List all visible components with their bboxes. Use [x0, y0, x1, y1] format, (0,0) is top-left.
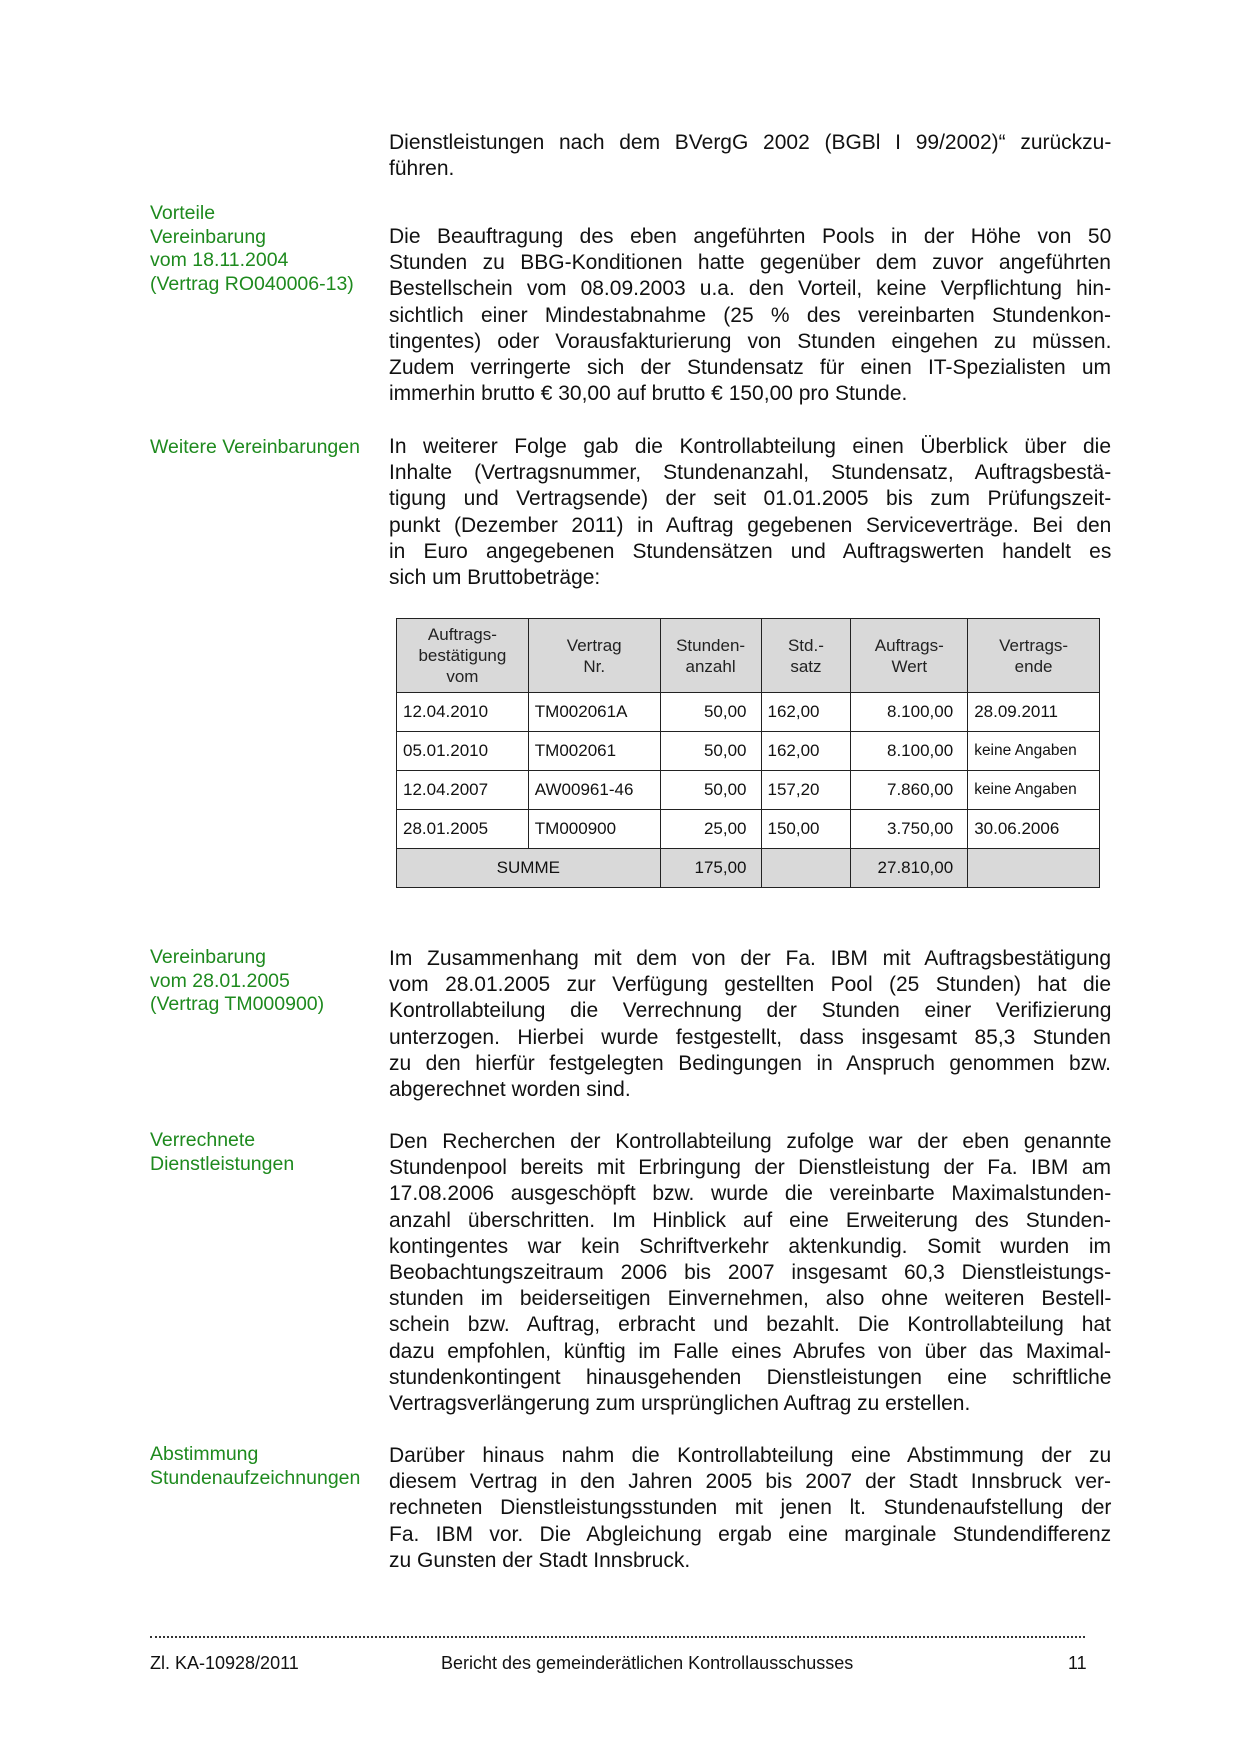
- cell-stunden: 50,00: [660, 771, 761, 810]
- margin-label-verrechnete-dienstleistungen: [150, 1129, 380, 1176]
- cell-wert: 8.100,00: [851, 693, 968, 732]
- text-line: In weiterer Folge gab die Kontrollabteilung einen Überblick über die: [389, 435, 1111, 458]
- cell-satz: 162,00: [761, 732, 851, 771]
- text-line: schein bzw. Auftrag, erbracht und bezahlt. Die Kontrollabteilung hat: [389, 1313, 1111, 1337]
- header-line: Nr.: [583, 656, 606, 676]
- table-row: [397, 693, 1100, 732]
- cell-vertrag: TM002061: [528, 732, 660, 771]
- header-line: satz: [790, 656, 822, 676]
- header-auftragswert: [851, 619, 968, 693]
- footer-title: Bericht des gemeinderätlichen Kontrollausschusses: [441, 1653, 854, 1673]
- text-line: Vertragsverlängerung zum ursprünglichen Auftrag zu erstellen.: [389, 1392, 971, 1416]
- label-line: Dienstleistungen: [150, 1152, 295, 1175]
- text-line: führen.: [389, 157, 455, 181]
- label-line: (Vertrag TM000900): [150, 993, 325, 1015]
- label-line: vom 28.01.2005: [150, 969, 290, 992]
- table-row: [397, 732, 1100, 771]
- footer-reference: Zl. KA-10928/2011: [150, 1653, 299, 1673]
- label-line: Stundenaufzeichnungen: [150, 1466, 361, 1489]
- cell-ende: 28.09.2011: [968, 693, 1100, 732]
- text-line: Fa. IBM vor. Die Abgleichung ergab eine marginale Stundendifferenz: [389, 1522, 1112, 1546]
- header-line: Std.-: [787, 635, 824, 655]
- header-stundenanzahl: [660, 619, 761, 693]
- cell-sum-stunden: 175,00: [660, 849, 761, 888]
- cell-vertrag: TM000900: [528, 810, 660, 849]
- paragraph-verrechnete: [389, 1129, 1111, 1417]
- header-line: Wert: [891, 656, 928, 676]
- cell-wert: 8.100,00: [851, 732, 968, 771]
- cell-sum-satz: [761, 849, 851, 888]
- text-line: anzahl überschritten. Im Hinblick auf eine Erweiterung des Stunden-: [389, 1208, 1111, 1232]
- label-line: Weitere Vereinbarungen: [150, 436, 360, 458]
- header-line: Stunden-: [676, 635, 746, 655]
- header-std-satz: [761, 619, 851, 693]
- header-line: Vertrag: [566, 635, 622, 655]
- table-sum-row: [397, 849, 1100, 888]
- header-line: Auftrags-: [874, 635, 944, 655]
- cell-sum-label: SUMME: [397, 849, 661, 888]
- label-line: (Vertrag RO040006-13): [150, 272, 354, 295]
- header-vertragsende: [968, 619, 1100, 693]
- header-line: ende: [1014, 656, 1053, 676]
- cell-datum: 12.04.2010: [397, 693, 529, 732]
- text-line: Kontrollabteilung die Verrechnung der Stunden einer Verifizierung: [389, 999, 1112, 1023]
- text-line: abgerechnet worden sind.: [389, 1078, 631, 1102]
- text-line: Darüber hinaus nahm die Kontrollabteilung eine Abstimmung der zu: [389, 1444, 1112, 1467]
- text-line: Die Beauftragung des eben angeführten Pools in der Höhe von 50: [389, 225, 1112, 248]
- label-line: Vereinbarung: [150, 946, 267, 968]
- text-line: Den Recherchen der Kontrollabteilung zufolge war der eben genannte: [389, 1130, 1112, 1153]
- page-number: 11: [1068, 1653, 1087, 1673]
- cell-vertrag: TM002061A: [528, 693, 660, 732]
- cell-satz: 162,00: [761, 693, 851, 732]
- margin-label-vorteile-vereinbarung: [150, 202, 380, 296]
- text-line: punkt (Dezember 2011) in Auftrag gegebenen Serviceverträge. Bei den: [389, 513, 1112, 537]
- text-line: rechneten Dienstleistungsstunden mit jenen lt. Stundenaufstellung der: [389, 1496, 1112, 1520]
- header-line: Auftrags-: [427, 625, 497, 644]
- cell-stunden: 50,00: [660, 732, 761, 771]
- paragraph-vereinbarung-2005: [389, 946, 1111, 1103]
- text-line: zu den hierfür festgelegten Bedingungen in Anspruch genommen bzw.: [389, 1051, 1111, 1075]
- contracts-table: [396, 618, 1100, 888]
- table-header-row: [397, 619, 1100, 693]
- label-line: Verrechnete: [150, 1129, 256, 1151]
- header-line: Vertrags-: [999, 635, 1069, 655]
- text-line: Stunden zu BBG-Konditionen hatte gegenüber dem zuvor angeführten: [389, 251, 1111, 275]
- paragraph-vorteile: [389, 224, 1111, 407]
- cell-vertrag: AW00961-46: [528, 771, 660, 810]
- cell-datum: 28.01.2005: [397, 810, 529, 849]
- text-line: sichtlich einer Mindestabnahme (25 % des vereinbarten Stundenkon-: [389, 303, 1112, 327]
- text-line: tigung und Vertragsende) der seit 01.01.2005 bis zum Prüfungszeit-: [389, 487, 1112, 511]
- text-line: immerhin brutto € 30,00 auf brutto € 150,00 pro Stunde.: [389, 382, 908, 406]
- text-line: vom 28.01.2005 zur Verfügung gestellten Pool (25 Stunden) hat die: [389, 973, 1111, 997]
- text-line: Bestellschein vom 08.09.2003 u.a. den Vorteil, keine Verpflichtung hin-: [389, 277, 1112, 301]
- text-line: Beobachtungszeitraum 2006 bis 2007 insgesamt 60,3 Dienstleistungs-: [389, 1261, 1112, 1285]
- cell-ende: keine Angaben: [968, 732, 1100, 771]
- header-line: anzahl: [685, 656, 736, 676]
- header-line: bestätigung: [418, 646, 507, 665]
- table-row: [397, 771, 1100, 810]
- text-line: Im Zusammenhang mit dem von der Fa. IBM mit Auftragsbestätigung: [389, 947, 1111, 970]
- text-line: kontingentes war kein Schriftverkehr aktenkundig. Somit wurden im: [389, 1234, 1111, 1258]
- text-line: unterzogen. Hierbei wurde festgestellt, dass insgesamt 85,3 Stunden: [389, 1025, 1111, 1049]
- margin-label-vereinbarung-2005: [150, 946, 380, 1017]
- cell-wert: 7.860,00: [851, 771, 968, 810]
- label-line: Vorteile: [150, 202, 216, 224]
- cell-sum-ende: [968, 849, 1100, 888]
- margin-label-abstimmung: [150, 1443, 380, 1490]
- text-line: Zudem verringerte sich der Stundensatz für einen IT-Spezialisten um: [389, 356, 1111, 380]
- paragraph-abstimmung: [389, 1443, 1111, 1574]
- margin-label-weitere-vereinbarungen: [150, 436, 380, 460]
- cell-satz: 150,00: [761, 810, 851, 849]
- paragraph-continuation: [389, 130, 1111, 182]
- text-line: stundenkontingent hinausgehenden Dienstleistungen eine schriftliche: [389, 1365, 1112, 1389]
- text-line: diesem Vertrag in den Jahren 2005 bis 2007 der Stadt Innsbruck ver-: [389, 1470, 1112, 1494]
- text-line: Inhalte (Vertragsnummer, Stundenanzahl, Stundensatz, Auftragsbestä-: [389, 461, 1112, 485]
- text-line: Dienstleistungen nach dem BVergG 2002 (BGBl I 99/2002)“ zurückzu-: [389, 131, 1112, 154]
- text-line: in Euro angegebenen Stundensätzen und Auftragswerten handelt es: [389, 539, 1112, 563]
- header-auftragsbestaetigung: [397, 619, 529, 693]
- label-line: vom 18.11.2004: [150, 249, 289, 271]
- header-line: vom: [446, 667, 479, 686]
- cell-stunden: 50,00: [660, 693, 761, 732]
- text-line: 17.08.2006 ausgeschöpft bzw. wurde die vereinbarte Maximalstunden-: [389, 1182, 1112, 1206]
- text-line: tingentes) oder Vorausfakturierung von Stunden eingehen zu müssen.: [389, 329, 1112, 353]
- cell-ende: keine Angaben: [968, 771, 1100, 810]
- text-line: sich um Bruttobeträge:: [389, 566, 601, 590]
- cell-sum-wert: 27.810,00: [851, 849, 968, 888]
- label-line: Abstimmung: [150, 1443, 259, 1465]
- label-line: Vereinbarung: [150, 225, 267, 248]
- cell-wert: 3.750,00: [851, 810, 968, 849]
- text-line: stunden im beiderseitigen Einvernehmen, also ohne weiteren Bestell-: [389, 1287, 1112, 1311]
- header-vertrag-nr: [528, 619, 660, 693]
- text-line: dazu empfohlen, künftig im Falle eines Abrufes von über das Maximal-: [389, 1339, 1111, 1363]
- text-line: Stundenpool bereits mit Erbringung der Dienstleistung der Fa. IBM am: [389, 1156, 1111, 1180]
- footer-divider: [150, 1636, 1085, 1638]
- paragraph-weitere: [389, 434, 1111, 591]
- cell-satz: 157,20: [761, 771, 851, 810]
- table-row: [397, 810, 1100, 849]
- text-line: zu Gunsten der Stadt Innsbruck.: [389, 1548, 691, 1572]
- cell-datum: 05.01.2010: [397, 732, 529, 771]
- cell-stunden: 25,00: [660, 810, 761, 849]
- cell-datum: 12.04.2007: [397, 771, 529, 810]
- cell-ende: 30.06.2006: [968, 810, 1100, 849]
